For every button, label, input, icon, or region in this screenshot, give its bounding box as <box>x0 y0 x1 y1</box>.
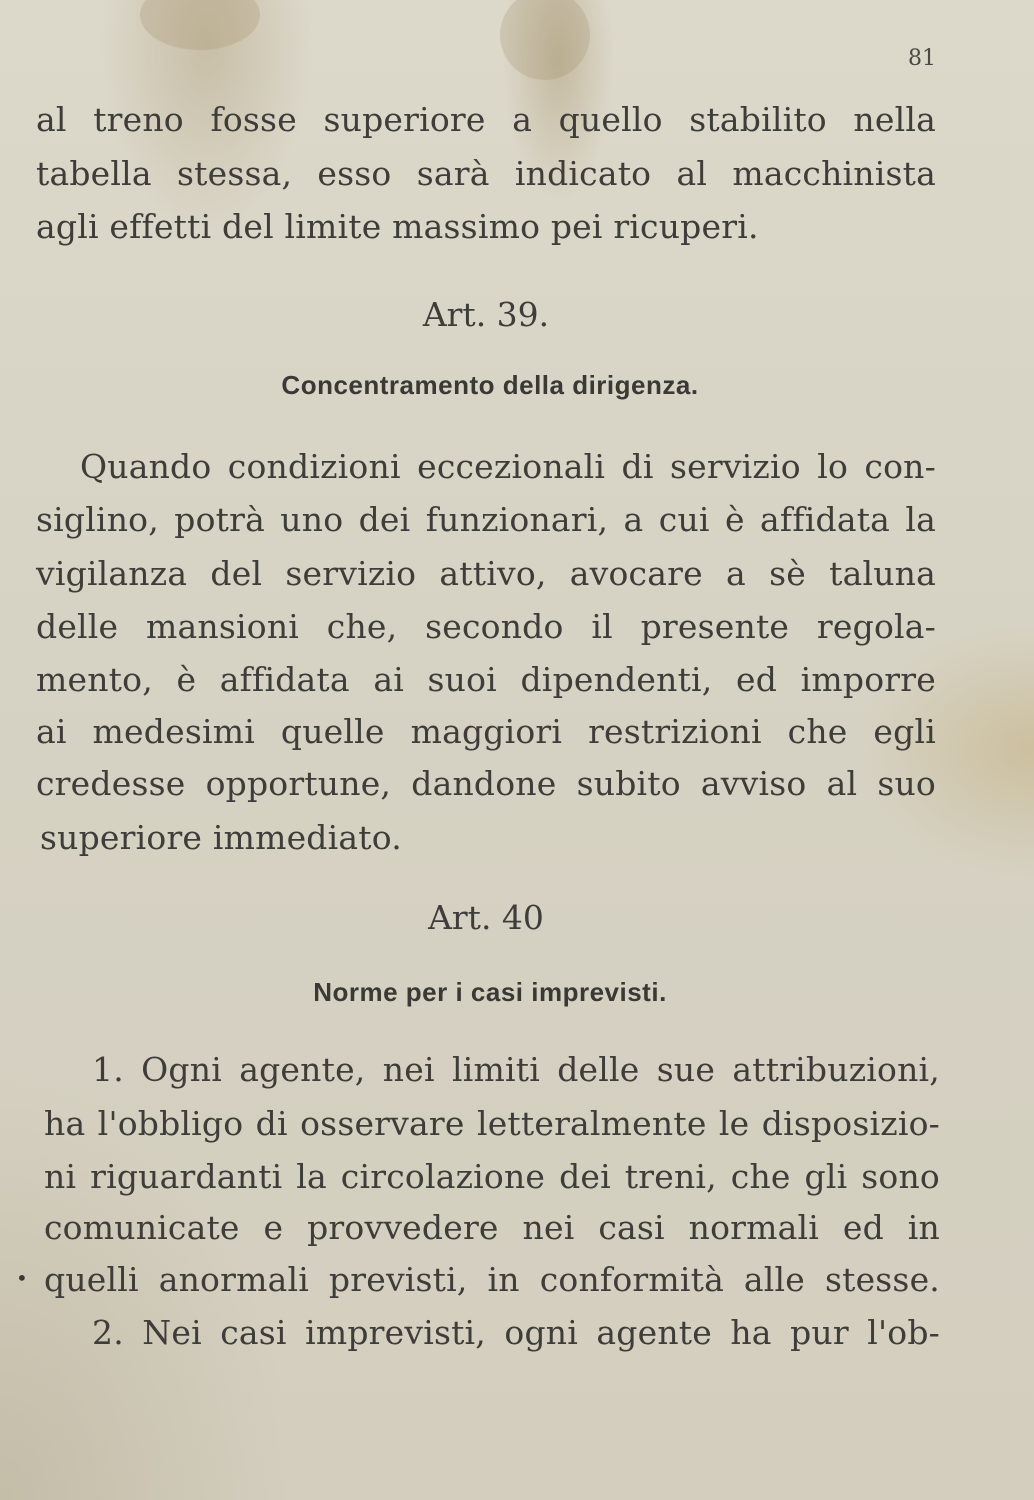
text-line: tabella stessa, esso sarà indicato al macchinista <box>36 154 936 193</box>
text-line: ha l'obbligo di osservare letteralmente le disposizio- <box>44 1104 940 1143</box>
article-39-heading: Art. 39. <box>422 295 550 334</box>
article-39-title: Concentramento della dirigenza. <box>281 370 699 400</box>
text-line: ai medesimi quelle maggiori restrizioni che egli <box>36 712 936 751</box>
text-line: 1. Ogni agente, nei limiti delle sue attribuzioni, <box>92 1050 940 1089</box>
text-line: comunicate e provvedere nei casi normali ed in <box>44 1208 940 1247</box>
page-number: 81 <box>908 46 936 71</box>
text-line: al treno fosse superiore a quello stabilito nella <box>36 100 936 139</box>
text-line: vigilanza del servizio attivo, avocare a sè taluna <box>36 554 936 593</box>
text-line: siglino, potrà uno dei funzionari, a cui è affidata la <box>36 500 936 539</box>
article-40-title: Norme per i casi imprevisti. <box>313 977 667 1007</box>
margin-mark-icon: • <box>16 1266 28 1290</box>
text-line: ni riguardanti la circolazione dei treni, che gli sono <box>44 1157 940 1196</box>
text-line: credesse opportune, dandone subito avviso al suo <box>36 764 936 803</box>
text-line: delle mansioni che, secondo il presente regola- <box>36 607 936 646</box>
paper-stain <box>140 0 260 50</box>
text-line: agli effetti del limite massimo pei ricuperi. <box>36 207 759 246</box>
article-40-heading: Art. 40 <box>428 898 544 937</box>
text-line: superiore immediato. <box>40 818 402 857</box>
paper-stain <box>500 0 590 80</box>
text-line: Quando condizioni eccezionali di servizio lo con- <box>80 447 936 486</box>
text-line: mento, è affidata ai suoi dipendenti, ed imporre <box>36 660 936 699</box>
text-line: quelli anormali previsti, in conformità alle stesse. <box>44 1260 940 1299</box>
text-line: 2. Nei casi imprevisti, ogni agente ha pur l'ob- <box>92 1313 940 1352</box>
